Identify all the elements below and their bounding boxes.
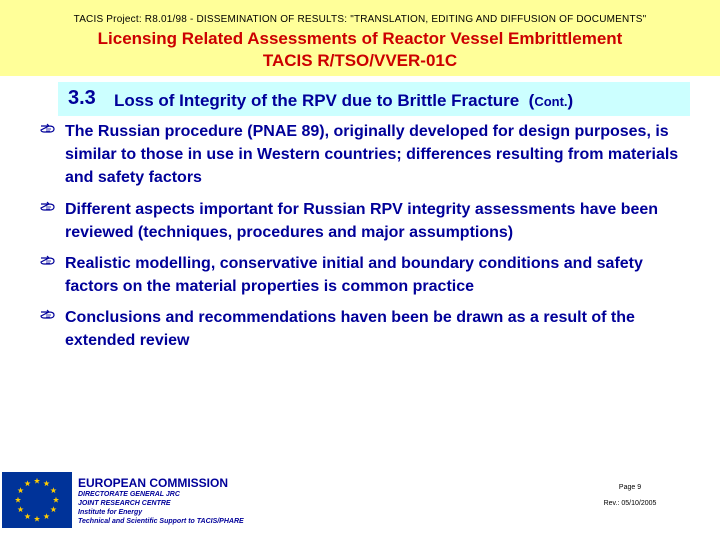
org-line: Institute for Energy [78, 509, 143, 516]
section-number: 3.3 [68, 87, 96, 109]
org-line: DIRECTORATE GENERAL JRC [78, 491, 180, 498]
bullet-text: Different aspects important for Russian RPV integrity assessments have been reviewed (techniques, procedures and major assumptions) [65, 201, 659, 241]
bullet-text: Realistic modelling, conservative initial and boundary conditions and safety factors on the material properties is common practice [65, 255, 643, 295]
section-title-text: Loss of Integrity of the RPV due to Brittle Fracture [114, 91, 520, 110]
slide-subtitle: TACIS R/TSO/VVER-01C [262, 51, 458, 70]
section-cont: Cont. [534, 94, 568, 109]
slide-title: Licensing Related Assessments of Reactor Vessel Embrittlement [97, 29, 623, 48]
section-cont-open: ( [528, 91, 535, 110]
page-number: Page 9 [618, 484, 642, 491]
slide-header [0, 0, 720, 76]
bullet-text: The Russian procedure (PNAE 89), originally developed for design purposes, is similar to those in use in Western countries; differences resulting from materials and safety factors [65, 123, 679, 186]
eu-flag-icon [2, 472, 72, 528]
bullet-text: Conclusions and recommendations haven been be drawn as a result of the extended review [65, 309, 635, 349]
org-line: JOINT RESEARCH CENTRE [78, 500, 171, 507]
pointing-hand-icon [40, 200, 56, 212]
revision-date: Rev.: 05/10/2005 [603, 500, 657, 507]
section-heading [58, 82, 690, 116]
org-name: EUROPEAN COMMISSION [78, 476, 229, 490]
section-title [114, 91, 573, 111]
pointing-hand-icon [40, 122, 56, 134]
org-line: Technical and Scientific Support to TACIS/PHARE [78, 518, 244, 525]
project-line: TACIS Project: R8.01/98 - DISSEMINATION OF RESULTS: "TRANSLATION, EDITING AND DIFFUSION OF DOCUMENTS" [73, 14, 647, 25]
pointing-hand-icon [40, 254, 56, 266]
section-cont-close: ) [567, 91, 574, 110]
pointing-hand-icon [40, 308, 56, 320]
